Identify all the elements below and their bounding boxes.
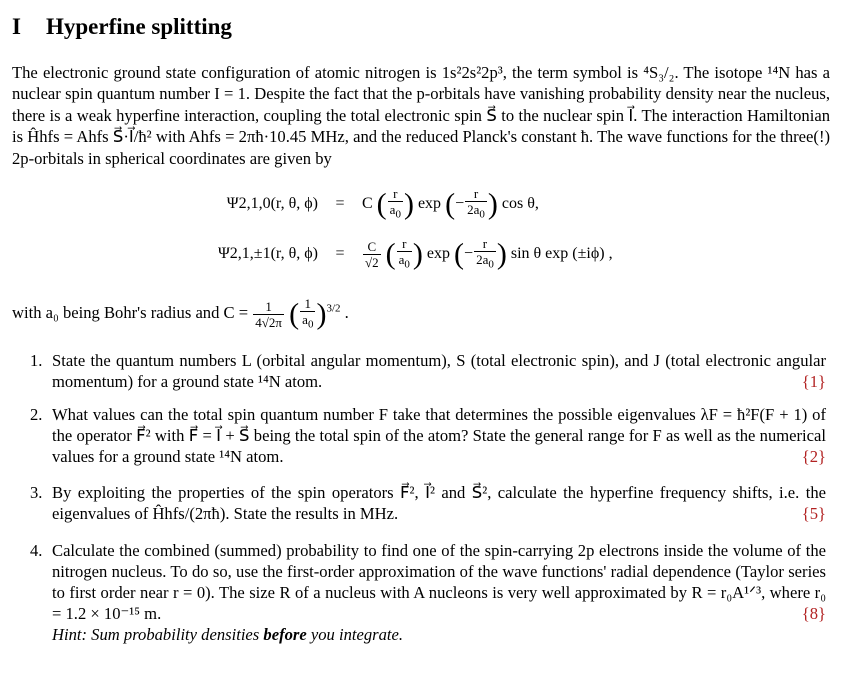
eq2-lhs: Ψ2,1,±1(r, θ, ϕ) — [217, 244, 318, 262]
section-title: Hyperfine splitting — [46, 14, 232, 39]
question-4 — [30, 540, 826, 645]
section-heading — [12, 14, 232, 40]
hint-bold: before — [263, 625, 307, 644]
eq2-tail: sin θ exp (±iϕ) , — [510, 244, 613, 262]
hint-suffix: you integrate. — [306, 625, 404, 644]
question-number: 1. — [30, 351, 43, 370]
points-badge: {1} — [801, 372, 826, 391]
question-text: What values can the total spin quantum number F take that determines the possible eigenvalues λF = ħ²F(F + 1) of the operator F⃗² with F⃗ = I⃗ + S⃗ being the total spin of the atom? State the general range for F as well as the numerical values for a ground state ¹⁴N atom. — [52, 405, 826, 466]
eq1-tail: cos θ, — [501, 194, 539, 212]
hint-prefix: Hint: Sum probability densities — [52, 625, 264, 644]
points-badge: {2} — [801, 447, 826, 466]
with-text: with a₀ being Bohr's radius and C = — [12, 303, 249, 323]
question-1 — [30, 350, 826, 392]
question-number: 4. — [30, 541, 43, 560]
question-2 — [30, 404, 826, 467]
hint-text — [52, 624, 826, 645]
eq1-constant: C — [362, 194, 373, 212]
points-badge: {5} — [801, 504, 826, 523]
question-text: State the quantum numbers L (orbital angular momentum), S (total electronic spin), and J (total electronic angular momentum) for a ground state ¹⁴N atom. — [52, 351, 826, 391]
eq1-exp: exp — [417, 194, 442, 212]
eq1-lhs: Ψ2,1,0(r, θ, ϕ) — [226, 194, 318, 212]
question-3 — [30, 482, 826, 524]
eq1-equals: = — [335, 194, 345, 212]
question-number: 3. — [30, 483, 43, 502]
equation-psi-21pm1: Ψ2,1,±1(r, θ, ϕ) = $\frac{C}{√2}$ ( $\frac{r}{a_0}$ ) exp (− $\frac{r}{2a_0}$ ) sin θ exp (±iϕ) , — [200, 236, 760, 273]
question-text: Calculate the combined (summed) probability to find one of the spin-carrying 2p electrons inside the volume of the nitrogen nucleus. To do so, use the first-order approximation of the wave functions' radial dependence (Taylor series to first order near r = 0). The size R of a nucleus with A nucleons is very well approximated by R = r₀A¹ᐟ³, where r₀ = 1.2 × 10⁻¹⁵ m. — [52, 541, 826, 623]
eq2-equals: = — [335, 244, 345, 262]
points-badge: {8} — [801, 604, 826, 623]
intro-paragraph: The electronic ground state configuration of atomic nitrogen is 1s²2s²2p³, the term symbol is ⁴S₃/₂. The isotope ¹⁴N has a nuclear spin quantum number I = 1. Despite the fact that the p-orbitals have vanishing probability density near the nucleus, there is a weak hyperfine interaction, coupling the total electronic spin S⃗ to the nuclear spin I⃗. The interaction Hamiltonian is Ĥhfs = Ahfs S⃗·I⃗/ħ² with Ahfs = 2πħ·10.45 MHz, and the reduced Planck's constant ħ. The wave functions for the three(!) 2p-orbitals in spherical coordinates are given by — [12, 63, 830, 168]
equation-psi-210: Ψ2,1,0(r, θ, ϕ) = C ( $\frac{r}{a_0}$ ) exp (− $\frac{r}{2a_0}$ ) cos θ, — [200, 186, 760, 223]
question-number: 2. — [30, 405, 43, 424]
eq2-exp: exp — [426, 244, 451, 262]
normalization-line: with a₀ being Bohr's radius and C = $\frac{1}{4√2\pi}$ ( $\frac{1}{a_0}$ )$^{3/2}$ . — [12, 296, 349, 331]
section-number: I — [12, 14, 21, 39]
question-text: By exploiting the properties of the spin operators F⃗², I⃗² and S⃗², calculate the hyperfine frequency shifts, i.e. the eigenvalues of Ĥhfs/(2πħ). State the results in MHz. — [52, 483, 826, 523]
